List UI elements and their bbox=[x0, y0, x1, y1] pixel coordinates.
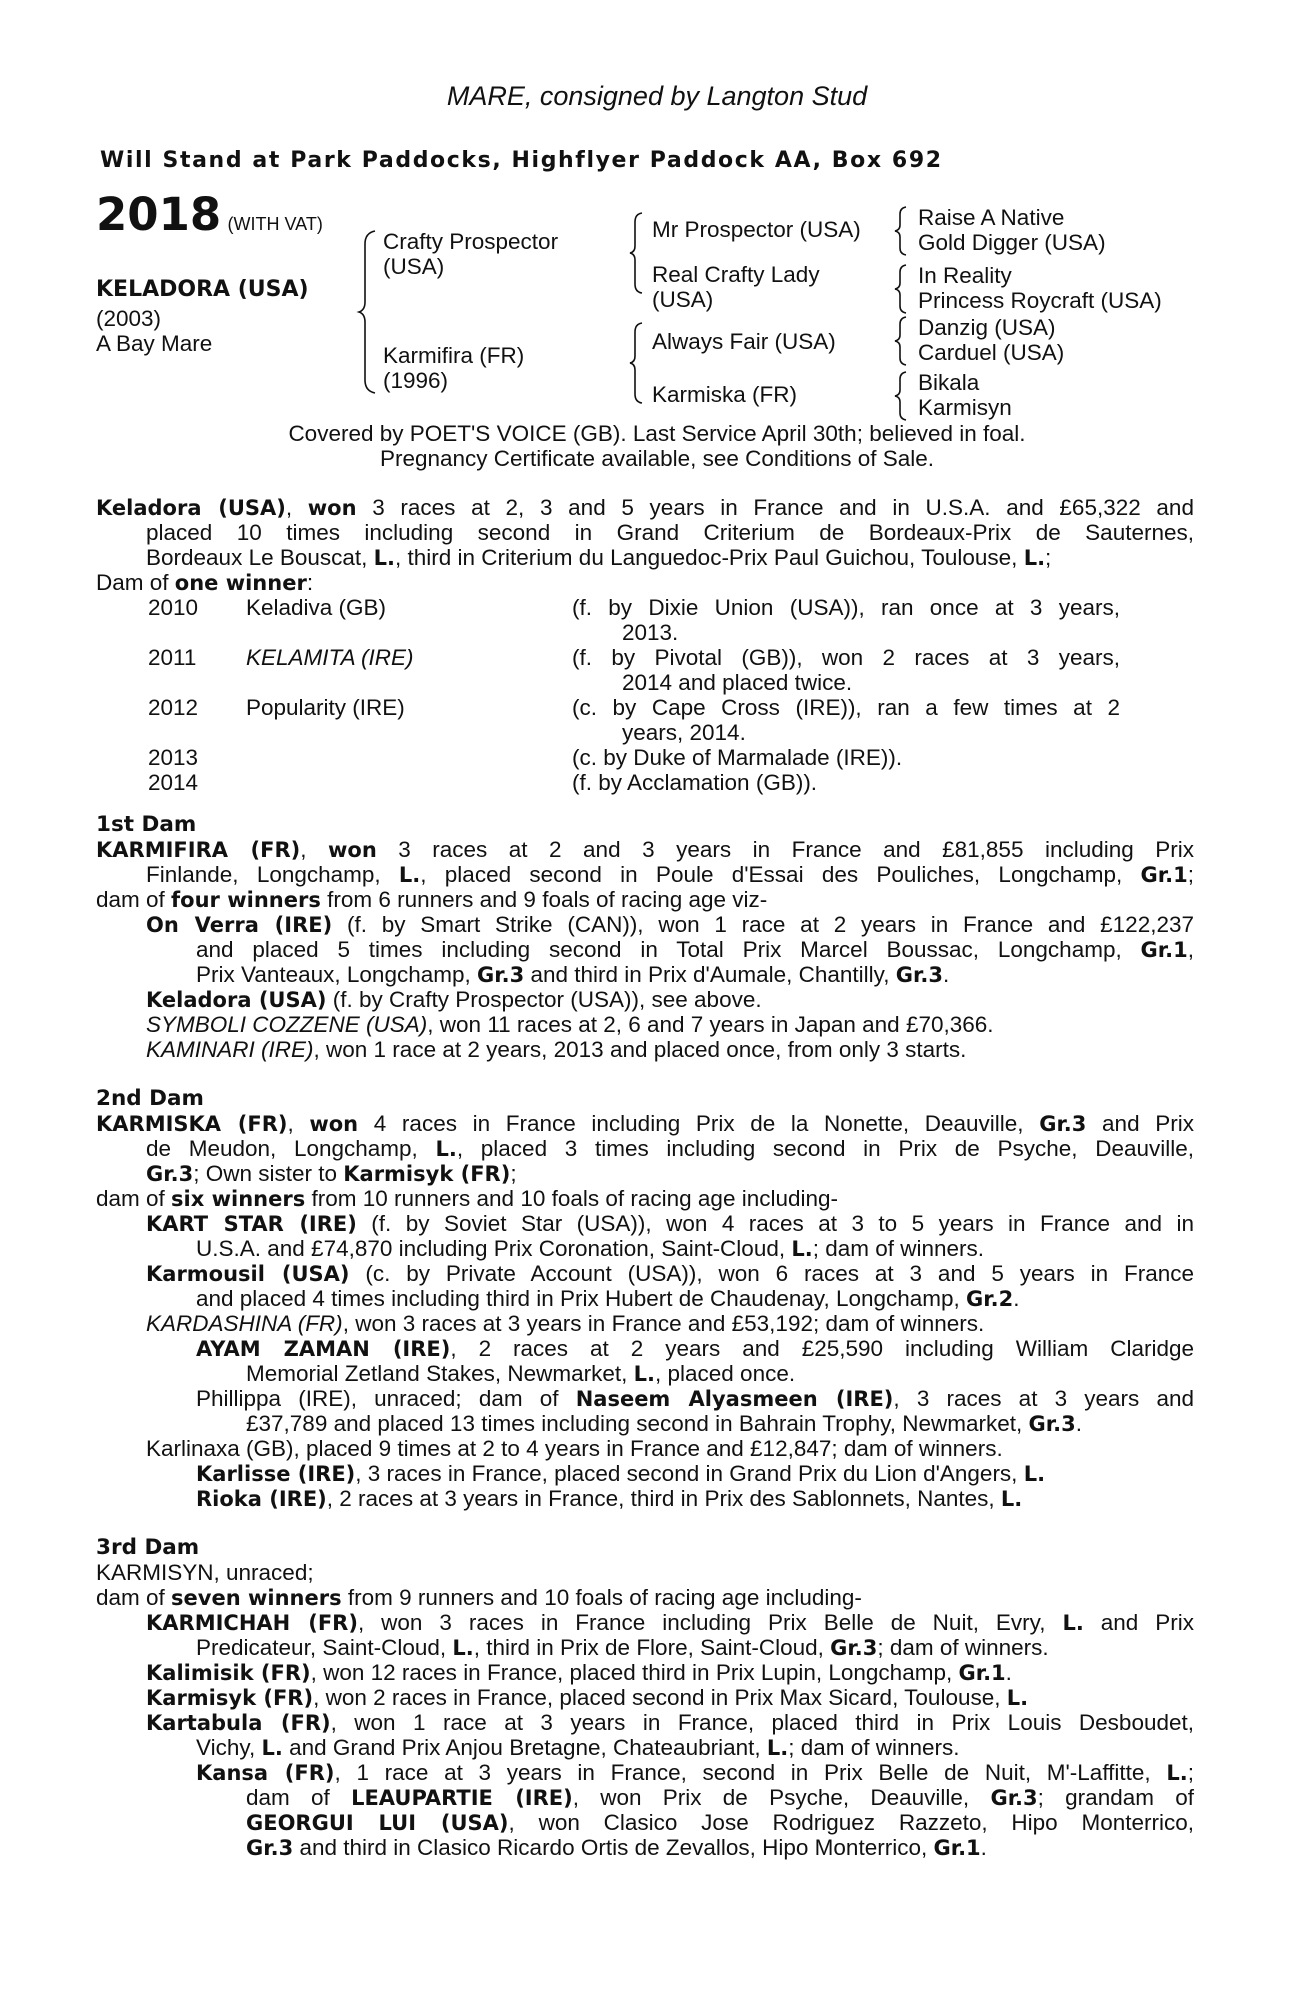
phillippa-line-2 bbox=[246, 1411, 1082, 1437]
dam2-name: KARMISKA (FR) bbox=[96, 1112, 288, 1136]
produce-detail: (c. by Duke of Marmalade (IRE)). bbox=[572, 745, 903, 770]
third-dam-heading: 3rd Dam bbox=[96, 1535, 200, 1560]
rioka-line bbox=[196, 1486, 1022, 1512]
listed-mark: L. bbox=[435, 1137, 457, 1161]
kaminari-line bbox=[146, 1037, 966, 1062]
offspring-text: , won 1 race at 2 years, 2013 and placed once, from only 3 starts. bbox=[313, 1037, 967, 1062]
offspring-text: , 2 races at 2 years and £25,590 including William Claridge bbox=[450, 1336, 1194, 1361]
horse-foaled: (2003) bbox=[96, 306, 162, 331]
dam-line-1: Karmifira (FR) bbox=[383, 343, 525, 368]
onverra-line-2 bbox=[196, 937, 1194, 963]
keladora-line bbox=[146, 987, 762, 1013]
kartabula-line-1 bbox=[146, 1710, 1194, 1736]
offspring-text: and Prix bbox=[1083, 1610, 1194, 1635]
group-mark: Gr.1 bbox=[1140, 863, 1188, 887]
offspring-text: , 1 race at 3 years in France, second in Prix Belle de Nuit, M'-Laffitte, bbox=[334, 1760, 1167, 1785]
karlinaxa-line: Karlinaxa (GB), placed 9 times at 2 to 4 years in France and £12,847; dam of winners. bbox=[146, 1436, 1003, 1461]
sire-parents-brace bbox=[628, 210, 646, 296]
offspring-name: Kartabula (FR) bbox=[146, 1711, 331, 1735]
produce-detail-cont: 2014 and placed twice. bbox=[622, 670, 853, 695]
offspring-text: ; dam of winners. bbox=[788, 1735, 960, 1760]
dam2-text: and Prix bbox=[1086, 1111, 1194, 1136]
produce-name: Keladiva (GB) bbox=[246, 595, 387, 620]
produce-name: KELAMITA (IRE) bbox=[246, 645, 414, 670]
kansa-line-3 bbox=[246, 1810, 1194, 1836]
dam1-line-1: KARMIFIRA (FR), won 3 races at 2 and 3 years in France and £81,855 including Prix bbox=[96, 837, 1194, 862]
karmisyk-line bbox=[146, 1685, 1028, 1711]
offspring-text: , placed once. bbox=[655, 1361, 796, 1386]
produce-detail: (c. by Cape Cross (IRE)), ran a few times at 2 bbox=[572, 695, 1120, 720]
offspring-name: KARDASHINA (FR) bbox=[146, 1311, 343, 1336]
dam1-text: ; bbox=[1187, 862, 1194, 887]
listed-mark: L. bbox=[1023, 1462, 1046, 1486]
listed-mark: L. bbox=[1023, 546, 1046, 570]
karlisse-line bbox=[196, 1461, 1045, 1487]
produce-detail: (f. by Dixie Union (USA)), ran once at 3 years, bbox=[572, 595, 1120, 620]
listed-mark: L. bbox=[1062, 1611, 1084, 1635]
second-dam-heading: 2nd Dam bbox=[96, 1086, 204, 1111]
group-mark: Gr.3 bbox=[830, 1636, 878, 1660]
listed-mark: L. bbox=[261, 1736, 283, 1760]
sire-dam-line-1: Real Crafty Lady bbox=[652, 262, 820, 287]
dam-line-2: (1996) bbox=[383, 368, 449, 393]
offspring-text: and third in Prix d'Aumale, Chantilly, bbox=[524, 962, 896, 987]
kardashina-line bbox=[146, 1311, 984, 1336]
ds-sire: Danzig (USA) bbox=[918, 315, 1056, 340]
offspring-text: Phillippa (IRE), unraced; dam of bbox=[196, 1386, 576, 1411]
offspring-text: , won 11 races at 2, 6 and 7 years in Japan and £70,366. bbox=[427, 1012, 994, 1037]
ss-dam: Gold Digger (USA) bbox=[918, 230, 1106, 255]
offspring-text: , 3 races at 3 years and bbox=[893, 1386, 1195, 1411]
dam1-text: from 6 runners and 9 foals of racing age viz- bbox=[320, 887, 768, 912]
karmichah-line-2 bbox=[196, 1635, 1049, 1661]
vat-note: (WITH VAT) bbox=[227, 214, 323, 234]
produce-year: 2013 bbox=[148, 745, 199, 770]
offspring-text: Vichy, bbox=[196, 1735, 262, 1760]
sire-dam-brace bbox=[355, 228, 379, 396]
group-mark: Gr.1 bbox=[1140, 938, 1188, 962]
offspring-text: . bbox=[942, 962, 950, 987]
winners-count: four winners bbox=[171, 888, 321, 912]
sale-year: 2018 bbox=[96, 188, 222, 241]
dam2-text: , placed 3 times including second in Prix de Psyche, Deauville, bbox=[456, 1136, 1194, 1161]
mare-line-1: Keladora (USA), won 3 races at 2, 3 and 5 years in France and in U.S.A. and £65,322 and bbox=[96, 495, 1194, 520]
group-mark: Gr.3 bbox=[1039, 1112, 1087, 1136]
dam3-text: from 9 runners and 10 foals of racing age including- bbox=[341, 1585, 862, 1610]
group-mark: Gr.3 bbox=[477, 963, 525, 987]
offspring-text: , won 3 races in France including Prix Belle de Nuit, Evry, bbox=[357, 1610, 1063, 1635]
winners-count: one winner bbox=[174, 571, 307, 595]
dam1-text: , placed second in Poule d'Essai des Pouliches, Longchamp, bbox=[420, 862, 1141, 887]
dam2-text: 4 races in France including Prix de la Nonette, Deauville, bbox=[358, 1111, 1040, 1136]
group-mark: Gr.1 bbox=[958, 1661, 1006, 1685]
dd-sire: Bikala bbox=[918, 370, 980, 395]
listed-mark: L. bbox=[766, 1736, 789, 1760]
covered-line: Covered by POET'S VOICE (GB). Last Service April 30th; believed in foal. bbox=[288, 421, 1026, 446]
offspring-text: and Grand Prix Anjou Bretagne, Chateaubriant, bbox=[282, 1735, 767, 1760]
offspring-name: On Verra (IRE) bbox=[146, 913, 333, 937]
offspring-text: , won 1 race at 3 years in France, placed third in Prix Louis Desboudet, bbox=[330, 1710, 1194, 1735]
produce-year: 2010 bbox=[148, 595, 199, 620]
winners-count: six winners bbox=[171, 1187, 306, 1211]
karmousil-line-1 bbox=[146, 1261, 1194, 1287]
dam3-text: dam of bbox=[96, 1585, 172, 1610]
brace-dd bbox=[893, 370, 909, 422]
produce-name: Popularity (IRE) bbox=[246, 695, 405, 720]
offspring-name: Kalimisik (FR) bbox=[146, 1661, 311, 1685]
offspring-name: KARMICHAH (FR) bbox=[146, 1611, 358, 1635]
kartabula-line-2 bbox=[196, 1735, 960, 1761]
offspring-name: KART STAR (IRE) bbox=[146, 1212, 357, 1236]
ayam-line-2 bbox=[246, 1361, 795, 1387]
kartstar-line-2 bbox=[196, 1236, 984, 1262]
offspring-name: KAMINARI (IRE) bbox=[146, 1037, 314, 1062]
listed-mark: L. bbox=[791, 1237, 813, 1261]
offspring-text: (f. by Soviet Star (USA)), won 4 races at 3 to 5 years in France and in bbox=[356, 1211, 1194, 1236]
listed-mark: L. bbox=[452, 1636, 474, 1660]
group-mark: Gr.3 bbox=[990, 1786, 1038, 1810]
offspring-text: . bbox=[1005, 1660, 1012, 1685]
offspring-text: , 3 races in France, placed second in Grand Prix du Lion d'Angers, bbox=[355, 1461, 1024, 1486]
sire-sire: Mr Prospector (USA) bbox=[652, 217, 861, 242]
offspring-text: , third in Prix de Flore, Saint-Cloud, bbox=[473, 1635, 831, 1660]
offspring-name: AYAM ZAMAN (IRE) bbox=[196, 1337, 451, 1361]
produce-detail-cont: years, 2014. bbox=[622, 720, 746, 745]
dam-of-label: Dam of bbox=[96, 570, 175, 595]
mare-line-2: placed 10 times including second in Grand Criterium de Bordeaux-Prix de Sauternes, bbox=[146, 520, 1194, 545]
dam2-text: from 10 runners and 10 foals of racing age including- bbox=[305, 1186, 839, 1211]
mare-text: ; bbox=[1045, 545, 1052, 570]
mare-line-3 bbox=[146, 545, 1051, 571]
dam1-won: won bbox=[328, 838, 377, 862]
dam1-text: Finlande, Longchamp, bbox=[146, 862, 399, 887]
mare-name: Keladora (USA) bbox=[96, 496, 286, 520]
kansa-line-4 bbox=[246, 1835, 987, 1861]
dam1-line-3 bbox=[96, 887, 767, 913]
kartstar-line-1 bbox=[146, 1211, 1194, 1237]
offspring-text: , won 2 races in France, placed second in Prix Max Sicard, Toulouse, bbox=[313, 1685, 1007, 1710]
dam2-won: won bbox=[309, 1112, 359, 1136]
stand-location: Will Stand at Park Paddocks, Highflyer Paddock AA, Box 692 bbox=[100, 148, 943, 173]
offspring-text: , won Clasico Jose Rodriguez Razzeto, Hipo Monterrico, bbox=[508, 1810, 1195, 1835]
group-mark: Gr.3 bbox=[1028, 1412, 1076, 1436]
offspring-text: , won Prix de Psyche, Deauville, bbox=[572, 1785, 991, 1810]
pregnancy-line: Pregnancy Certificate available, see Conditions of Sale. bbox=[379, 446, 935, 471]
karmousil-line-2 bbox=[196, 1286, 1020, 1312]
offspring-text: (f. by Smart Strike (CAN)), won 1 race at 2 years in France and £122,237 bbox=[332, 912, 1195, 937]
ayam-line-1 bbox=[196, 1336, 1194, 1362]
dam2-line-1: KARMISKA (FR), won 4 races in France including Prix de la Nonette, Deauville, Gr.3 and Prix bbox=[96, 1111, 1194, 1136]
offspring-text: ; bbox=[1187, 1760, 1194, 1785]
produce-year: 2014 bbox=[148, 770, 199, 795]
colon: : bbox=[306, 570, 314, 595]
offspring-text: ; grandam of bbox=[1037, 1785, 1194, 1810]
offspring-name: Naseem Alyasmeen (IRE) bbox=[575, 1387, 894, 1411]
offspring-text: , 2 races at 3 years in France, third in Prix des Sablonnets, Nantes, bbox=[326, 1486, 1001, 1511]
offspring-text: , won 12 races in France, placed third in Prix Lupin, Longchamp, bbox=[310, 1660, 959, 1685]
dam2-line-3 bbox=[146, 1161, 517, 1187]
brace-sd bbox=[893, 263, 909, 315]
group-mark: Gr.1 bbox=[933, 1836, 981, 1860]
listed-mark: L. bbox=[633, 1362, 655, 1386]
mare-text: Bordeaux Le Bouscat, bbox=[146, 545, 374, 570]
listed-mark: L. bbox=[1000, 1487, 1023, 1511]
horse-name: KELADORA (USA) bbox=[96, 277, 309, 302]
sister-name: Karmisyk (FR) bbox=[343, 1162, 511, 1186]
offspring-text: U.S.A. and £74,870 including Prix Coronation, Saint-Cloud, bbox=[196, 1236, 792, 1261]
dam3-line-2 bbox=[96, 1585, 862, 1611]
group-mark: Gr.3 bbox=[246, 1836, 294, 1860]
onverra-line-3 bbox=[196, 962, 949, 988]
offspring-text: and placed 4 times including third in Prix Hubert de Chaudenay, Longchamp, bbox=[196, 1286, 967, 1311]
offspring-text: . bbox=[1013, 1286, 1020, 1311]
offspring-text: ; dam of winners. bbox=[812, 1236, 985, 1261]
ds-dam: Carduel (USA) bbox=[918, 340, 1065, 365]
produce-year: 2011 bbox=[148, 645, 197, 670]
listed-mark: L. bbox=[373, 546, 396, 570]
dam1-text: dam of bbox=[96, 887, 172, 912]
offspring-name: Kansa (FR) bbox=[196, 1761, 335, 1785]
group-mark: Gr.3 bbox=[895, 963, 943, 987]
dd-dam: Karmisyn bbox=[918, 395, 1012, 420]
symboli-line bbox=[146, 1012, 994, 1037]
offspring-text: . bbox=[980, 1835, 987, 1860]
dam1-text: 3 races at 2 and 3 years in France and £81,855 including Prix bbox=[376, 837, 1194, 862]
dam1-line-2 bbox=[146, 862, 1194, 888]
listed-mark: L. bbox=[398, 863, 421, 887]
kalimisik-line bbox=[146, 1660, 1012, 1686]
offspring-text: and third in Clasico Ricardo Ortis de Zevallos, Hipo Monterrico, bbox=[293, 1835, 934, 1860]
brace-ds bbox=[893, 315, 909, 367]
listed-mark: L. bbox=[1166, 1761, 1188, 1785]
dam2-line-4 bbox=[96, 1186, 838, 1212]
dam1-name: KARMIFIRA (FR) bbox=[96, 838, 301, 862]
offspring-name: Karlisse (IRE) bbox=[196, 1462, 356, 1486]
offspring-name: SYMBOLI COZZENE (USA) bbox=[146, 1012, 428, 1037]
sd-sire: In Reality bbox=[918, 263, 1012, 288]
offspring-name: LEAUPARTIE (IRE) bbox=[351, 1786, 573, 1810]
onverra-line-1 bbox=[146, 912, 1194, 938]
produce-detail: (f. by Pivotal (GB)), won 2 races at 3 years, bbox=[572, 645, 1120, 670]
dam2-text: ; Own sister to bbox=[193, 1161, 344, 1186]
dam3-line-1: KARMISYN, unraced; bbox=[96, 1560, 314, 1585]
kansa-line-1 bbox=[196, 1760, 1194, 1786]
offspring-text: Memorial Zetland Stakes, Newmarket, bbox=[246, 1361, 634, 1386]
karmichah-line-1 bbox=[146, 1610, 1194, 1636]
first-dam-heading: 1st Dam bbox=[96, 812, 197, 837]
offspring-text: dam of bbox=[246, 1785, 352, 1810]
offspring-name: Karmousil (USA) bbox=[146, 1262, 350, 1286]
offspring-name: Keladora (USA) bbox=[146, 988, 327, 1012]
dam2-text: dam of bbox=[96, 1186, 172, 1211]
mare-won: won bbox=[307, 496, 357, 520]
offspring-text: , won 3 races at 3 years in France and £53,192; dam of winners. bbox=[342, 1311, 985, 1336]
winners-count: seven winners bbox=[171, 1586, 342, 1610]
sd-dam: Princess Roycraft (USA) bbox=[918, 288, 1162, 313]
offspring-text: £37,789 and placed 13 times including second in Bahrain Trophy, Newmarket, bbox=[246, 1411, 1029, 1436]
phillippa-line-1 bbox=[196, 1386, 1194, 1412]
page-title: MARE, consigned by Langton Stud bbox=[446, 81, 868, 111]
offspring-text: Predicateur, Saint-Cloud, bbox=[196, 1635, 453, 1660]
mare-text: , third in Criterium du Languedoc-Prix Paul Guichou, Toulouse, bbox=[395, 545, 1024, 570]
group-mark: Gr.3 bbox=[146, 1162, 194, 1186]
offspring-name: Rioka (IRE) bbox=[196, 1487, 327, 1511]
offspring-text: Prix Vanteaux, Longchamp, bbox=[196, 962, 477, 987]
offspring-text: . bbox=[1075, 1411, 1083, 1436]
dam2-text: de Meudon, Longchamp, bbox=[146, 1136, 436, 1161]
brace-ss bbox=[893, 205, 909, 257]
offspring-text: ; dam of winners. bbox=[877, 1635, 1049, 1660]
horse-description: A Bay Mare bbox=[96, 331, 213, 356]
sire-line-2: (USA) bbox=[383, 254, 445, 279]
offspring-text: (f. by Crafty Prospector (USA)), see above. bbox=[326, 987, 762, 1012]
dam-sire: Always Fair (USA) bbox=[652, 329, 836, 354]
dam-parents-brace bbox=[628, 320, 646, 406]
offspring-name: Karmisyk (FR) bbox=[146, 1686, 314, 1710]
mare-text: 3 races at 2, 3 and 5 years in France and in U.S.A. and £65,322 and bbox=[356, 495, 1194, 520]
dam-dam: Karmiska (FR) bbox=[652, 382, 797, 407]
offspring-text: and placed 5 times including second in Total Prix Marcel Boussac, Longchamp, bbox=[196, 937, 1141, 962]
ss-sire: Raise A Native bbox=[918, 205, 1065, 230]
listed-mark: L. bbox=[1006, 1686, 1029, 1710]
offspring-text: , bbox=[1187, 937, 1194, 962]
produce-detail: (f. by Acclamation (GB)). bbox=[572, 770, 818, 795]
sale-year-block bbox=[96, 188, 323, 241]
group-mark: Gr.2 bbox=[966, 1287, 1014, 1311]
dam2-text: ; bbox=[510, 1161, 517, 1186]
offspring-text: (c. by Private Account (USA)), won 6 races at 3 and 5 years in France bbox=[349, 1261, 1194, 1286]
sire-dam-line-2: (USA) bbox=[652, 287, 714, 312]
dam2-line-2 bbox=[146, 1136, 1194, 1162]
mare-dam-of bbox=[96, 570, 313, 596]
offspring-name: GEORGUI LUI (USA) bbox=[246, 1811, 509, 1835]
produce-detail-cont: 2013. bbox=[622, 620, 679, 645]
sire-line-1: Crafty Prospector bbox=[383, 229, 559, 254]
kansa-line-2 bbox=[246, 1785, 1194, 1811]
produce-year: 2012 bbox=[148, 695, 199, 720]
